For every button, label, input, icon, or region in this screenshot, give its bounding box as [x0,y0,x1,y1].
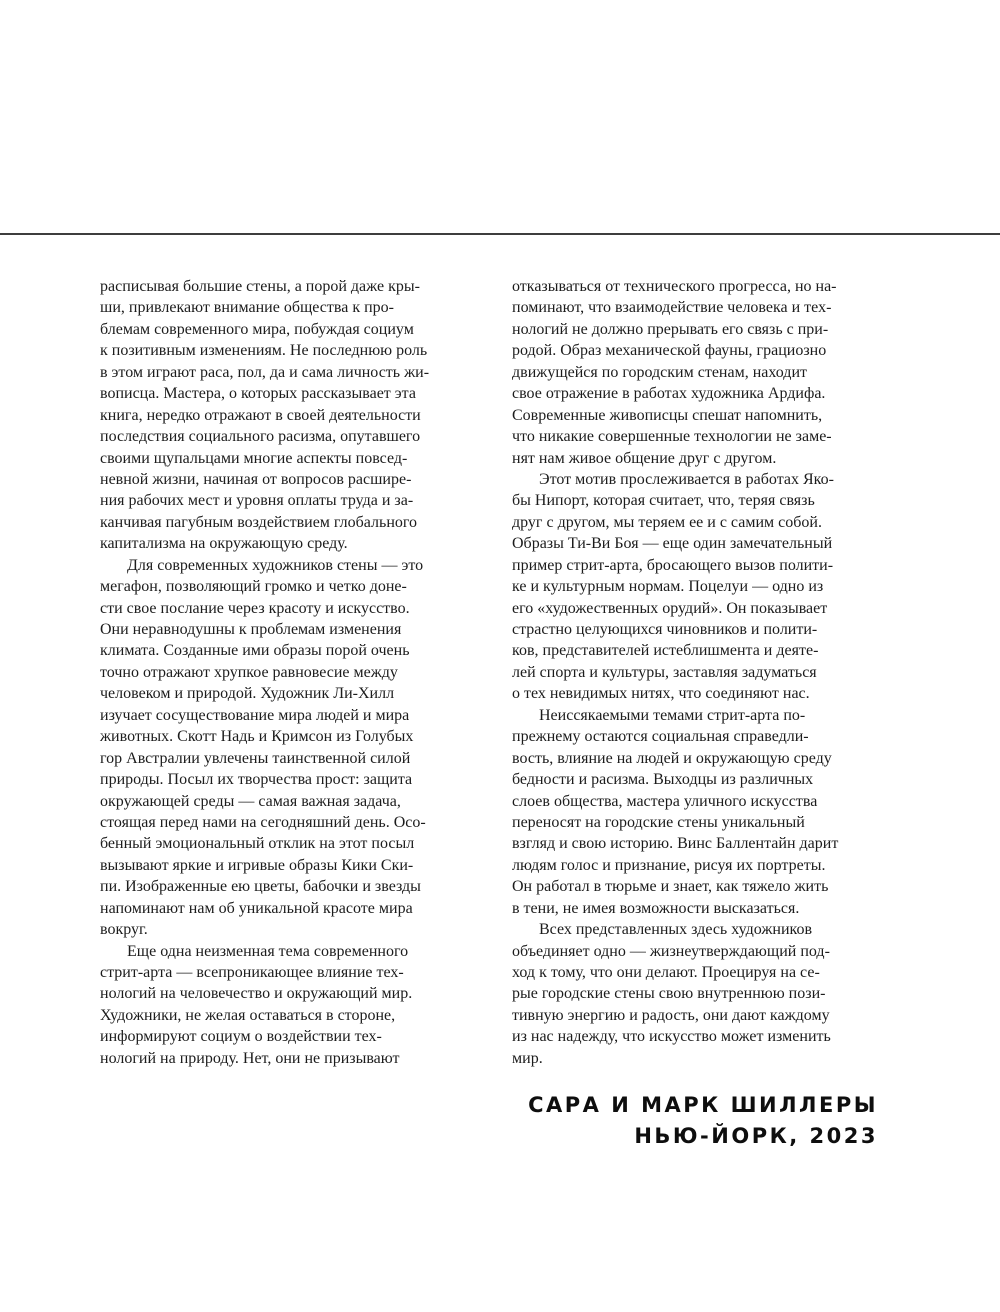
text-line: Они неравнодушны к проблемам изменения [100,621,402,638]
text-line: свое отражение в работах художника Ардифа. [512,385,826,403]
text-line: нологий на человечество и окружающий мир. [100,985,413,1003]
text-line: своими щупальцами многие аспекты повсед- [100,449,408,467]
text-line: взгляд и свою историю. Винс Баллентайн дарит [512,835,839,853]
text-line: вописца. Мастера, о которых рассказывает эта [100,385,416,403]
text-line: расписывая большие стены, а порой даже кры- [100,278,420,295]
text-line: его «художественных орудий». Он показывает [512,599,828,617]
text-line: нят нам живое общение друг с другом. [512,449,777,467]
signature-place-year: НЬЮ-ЙОРК, 2023 [634,1124,878,1148]
text-line: к позитивным изменениям. Не последнюю роль [100,342,428,360]
text-line: Всех представленных здесь художников [539,921,813,939]
text-line: тивную энергию и радость, они дают каждому [512,1006,830,1024]
text-line: Образы Ти-Ви Боя — еще один замечательный [512,535,833,553]
text-line: Этот мотив прослеживается в работах Яко- [539,470,834,488]
text-line: объединяет одно — жизнеутверждающий под- [512,942,830,960]
text-line: вызывают яркие и игривые образы Кики Ски- [100,856,414,874]
text-line: пример стрит-арта, бросающего вызов полити- [512,556,834,574]
text-line: бедности и расизма. Выходцы из различных [512,771,814,789]
text-line: животных. Скотт Надь и Кримсон из Голубых [100,728,414,746]
text-line: сти свое послание через красоту и искусство. [100,599,410,617]
text-line: отказываться от технического прогресса, но на- [512,278,837,295]
text-line: человеком и природой. Художник Ли-Хилл [100,685,395,703]
text-line: Еще одна неизменная тема современного [127,942,409,960]
text-line: страстно целующихся чиновников и полити- [512,621,818,638]
text-line: бы Нипорт, которая считает, что, теряя связь [512,492,815,510]
text-line: о тех невидимых нитях, что соединяют нас. [512,685,810,703]
text-line: друг с другом, мы теряем ее и с самим собой. [512,513,822,531]
text-line: невной жизни, начиная от вопросов расшире- [100,470,412,488]
signature-authors: САРА И МАРК ШИЛЛЕРЫ [528,1093,878,1117]
text-line: блемам современного мира, побуждая социум [100,320,414,338]
top-rule [0,233,1000,235]
text-line: людям голос и признание, рисуя их портреты. [512,856,826,874]
text-line: Для современных художников стены — это [127,556,424,574]
text-line: климата. Созданные ими образы порой очень [100,642,410,660]
text-line: в тени, не имея возможности высказаться. [512,899,800,917]
column-right [512,276,878,1069]
text-line: переносят на городские стены уникальный [512,813,805,831]
text-line: ши, привлекают внимание общества к про- [100,299,394,317]
text-line: лей спорта и культуры, заставляя задуматься [512,663,817,681]
text-line: напоминают нам об уникальной красоте мира [100,899,413,917]
text-line: нологий на природу. Нет, они не призывают [100,1049,400,1067]
text-line: движущейся по городским стенам, находит [512,363,807,381]
text-line: в этом играют раса, пол, да и сама личность жи- [100,363,430,381]
text-line: из нас надежду, что искусство может изменить [512,1028,831,1046]
text-line: рые городские стены свою внутреннюю пози- [512,985,826,1003]
text-line: изучает сосуществование мира людей и мира [100,706,410,724]
text-line: нологий не должно прерывать его связь с при- [512,320,829,338]
column-left [100,276,466,1069]
text-line: прежнему остаются социальная справедли- [512,728,809,746]
text-line: капитализма на окружающую среду. [100,535,348,553]
text-line: пи. Изображенные ею цветы, бабочки и звезды [100,878,421,896]
text-line: стрит-арта — всепроникающее влияние тех- [100,964,404,981]
text-line: ков, представителей истеблишмента и деяте- [512,642,819,660]
text-line: слоев общества, мастера уличного искусства [512,792,818,810]
text-line: поминают, что взаимодействие человека и тех- [512,299,832,317]
text-line: что никакие совершенные технологии не заме- [512,428,832,446]
text-line: стоящая перед нами на сегодняшний день. Осо- [100,813,426,831]
text-line: ход к тому, что они делают. Проецируя на се- [512,964,820,981]
text-line: природы. Посыл их творчества прост: защита [100,771,413,789]
signature [528,1090,878,1152]
text-line: точно отражают хрупкое равновесие между [100,663,398,681]
text-line: Неиссякаемыми темами стрит-арта по- [539,706,806,724]
text-line: Художники, не желая оставаться в стороне, [100,1006,396,1024]
text-line: канчивая пагубным воздействием глобального [100,513,418,531]
text-line: бенный эмоциональный отклик на этот посыл [100,835,415,853]
text-line: вость, влияние на людей и окружающую среду [512,749,832,767]
text-line: вокруг. [100,921,148,939]
text-line: гор Австралии увлечены таинственной силой [100,749,411,767]
text-line: информируют социум о воздействии тех- [100,1028,382,1046]
text-line: Он работал в тюрьме и знает, как тяжело жить [512,878,829,896]
text-line: последствия социального расизма, опутавшего [100,428,421,446]
text-line: окружающей среды — самая важная задача, [100,792,401,810]
text-line: Современные живописцы спешат напомнить, [512,406,823,424]
text-line: книга, нередко отражают в своей деятельности [100,406,421,424]
text-line: мир. [512,1049,543,1067]
text-line: родой. Образ механической фауны, грациозно [512,342,827,360]
text-line: ке и культурным нормам. Поцелуи — одно из [512,578,824,596]
text-line: ния рабочих мест и уровня оплаты труда и за- [100,492,414,510]
text-line: мегафон, позволяющий громко и четко доне- [100,578,407,596]
